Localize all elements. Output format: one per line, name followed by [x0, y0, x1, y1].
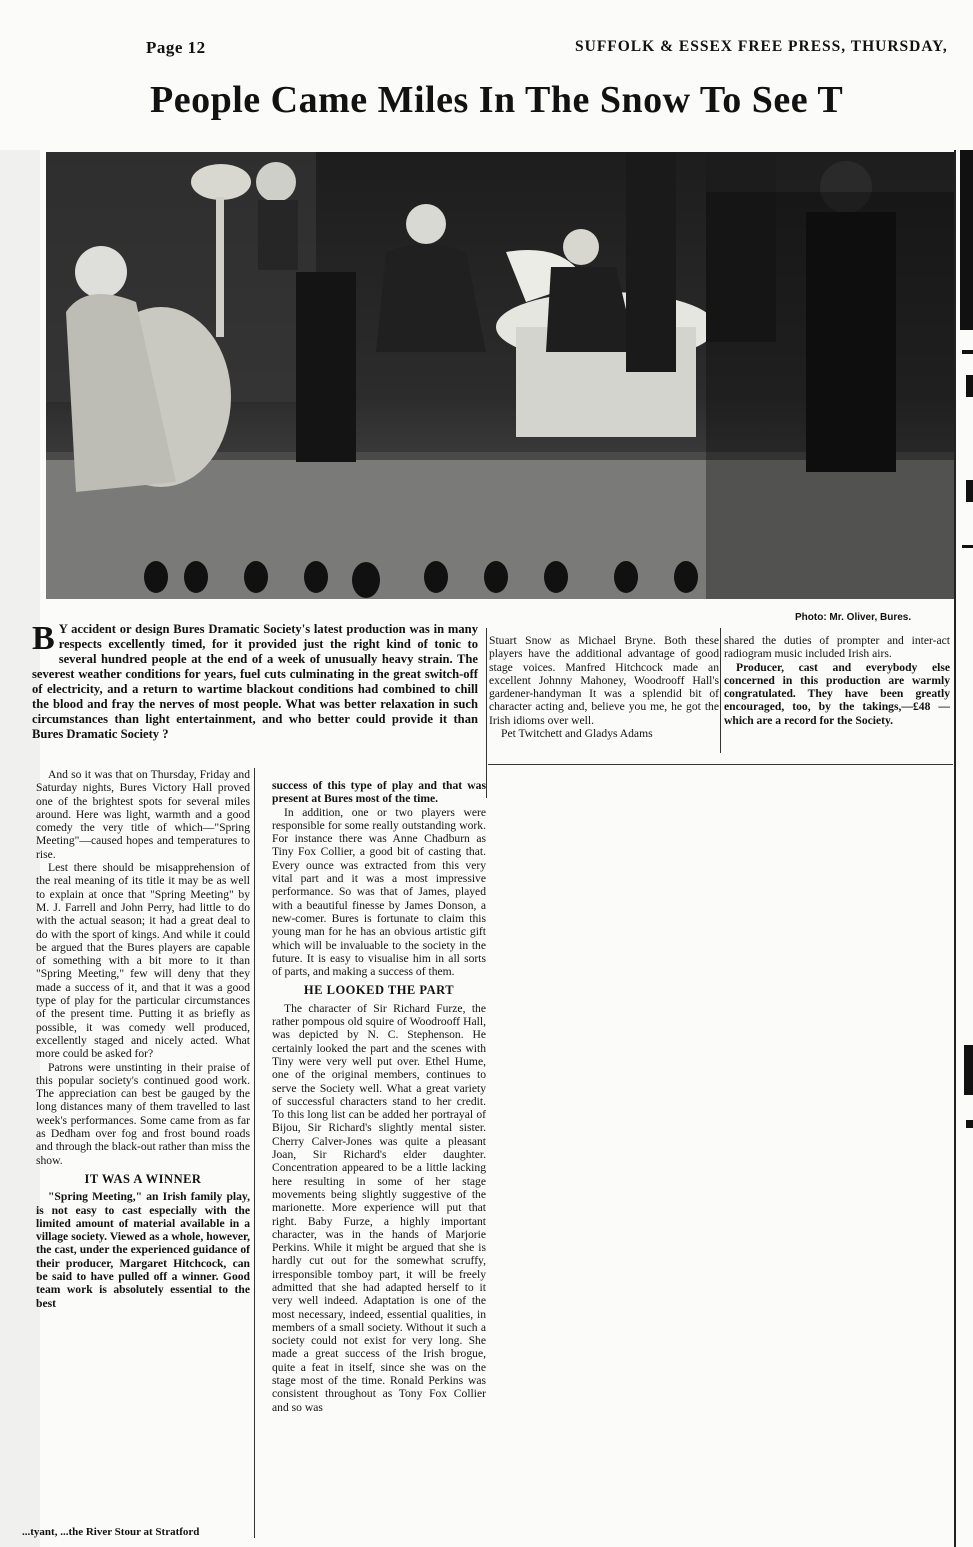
- section-rule: [488, 764, 953, 765]
- article-column-3: [489, 634, 719, 740]
- photo-credit: Photo: Mr. Oliver, Bures.: [795, 612, 912, 623]
- paragraph: The character of Sir Richard Furze, the rather pompous old squire of Woodrooff Hall, was depicted by N. C. Stephenson. He certainly looked the part and the scenes with Tiny were very well put over. Ethel Hume, one of the original members, continues to serve the Society well. What a great variety of successful characters stand to her credit. To this long list can be added her portrayal of Bijou, Sir Richard's slightly mental sister. Cherry Calver-Jones was quite a pleasant Joan, Sir Richard's elder daughter. Concentration appeared to be a little lacking here resulting in some of her stage movements being slightly suggestive of the marionette. More experience will put that right. Baby Furze, a highly important character, was in the hands of Marjorie Perkins. While it might be argued that she is hardly cut out for the somewhat scruffy, irresponsible tomboy part, it will be freely admitted that she had adapted herself to it very well indeed. Adaptation is one of the most necessary, indeed, essential qualities, in members of a small society. Without it such a society could not exist for very long. She made a great success of the Irish brogue, quite a feat in itself, since she was on the stage most of the time. Ronald Perkins was consistent throughout as Tony Fox Collier and so was: [272, 1001, 486, 1414]
- adjacent-column-edge: [954, 150, 973, 1547]
- article-column-2: [272, 779, 486, 1414]
- stage-photo: [46, 152, 964, 599]
- column-rule: [254, 768, 255, 1538]
- drop-cap: B: [32, 620, 55, 657]
- article-column-1: [36, 768, 250, 1310]
- lead-text: Y accident or design Bures Dramatic Society's latest production was in many respects excellently timed, for it provided just the right kind of tonic to several hundred people at the end of a week of unusually heavy strain. The severest weather conditions for years, fuel cuts culminating in the great switch-off of electricity, and a return to wartime blackout conditions had combined to chill the blood and fray the nerves of most people. What was better relaxation in such circumstances than light entertainment, and who better could provide it than Bures Dramatic Society ?: [32, 622, 478, 741]
- subheading: HE LOOKED THE PART: [303, 983, 455, 998]
- headline: People Came Miles In The Snow To See T: [150, 79, 844, 121]
- newspaper-masthead: SUFFOLK & ESSEX FREE PRESS, THURSDAY,: [575, 38, 948, 55]
- column-rule: [720, 628, 721, 753]
- lead-paragraph: [32, 622, 478, 742]
- paragraph: In addition, one or two players were responsible for some really outstanding work. For instance there was Anne Chadburn as Tiny Fox Collier, a good bit of casting that. Every ounce was extracted from this very vital part and it was a most impressive performance. So was that of James, played with a beautiful finesse by James Donson, a new-comer. Bures is fortunate to claim this young man for he has an obvious artistic gift which will be invaluable to the society in the future. It is easy to visualise him in all sorts of parts, and making a success of them.: [272, 805, 486, 979]
- page-footer-fragment: ...tyant, ...the River Stour at Stratford: [22, 1526, 200, 1538]
- paragraph: shared the duties of prompter and inter-act radiogram music included Irish airs.: [724, 634, 950, 661]
- paragraph: Pet Twitchett and Gladys Adams: [501, 727, 653, 741]
- subheading: IT WAS A WINNER: [84, 1171, 202, 1186]
- paragraph: Lest there should be misapprehension of the real meaning of its title it may be as well to explain at once that "Spring Meeting" by M. J. Farrell and John Perry, had little to do with the actual season; it had a great deal to do with the sport of kings. And while it could be argued that the Bures players are capable of something with a bit more to it than "Spring Meeting," few will deny that they made a success of it, and that it was a good type of play for the particular circumstances of the present time. Putting it as briefly as possible, it was comedy well produced, excellently staged and nicely acted. What more could be asked for?: [36, 861, 250, 1061]
- paragraph: Producer, cast and everybody else concerned in this production are warmly congratulated. They have been greatly encouraged, too, by the takings,—£48 —which are a record for the Society.: [724, 660, 950, 727]
- column-rule: [486, 628, 487, 798]
- paragraph: Patrons were unstinting in their praise of this popular society's continued good work. The appreciation can best be gauged by the long distances many of them travelled to last week's performances. Some came from as far as Dedham over fog and frost bound roads and through the black-out rather than miss the show.: [36, 1060, 250, 1167]
- page-number: Page 12: [146, 38, 206, 57]
- paragraph: Stuart Snow as Michael Bryne. Both these players have the additional advantage of good stage voices. Manfred Hitchcock made an excellent Johnny Mahoney, Woodrooff Hall's gardener-handyman It was a splendid bit of character acting and, believe you me, he got the Irish idioms over well.: [489, 634, 719, 727]
- article-column-4: [724, 634, 950, 727]
- paragraph: And so it was that on Thursday, Friday and Saturday nights, Bures Victory Hall proved one of the brightest spots for several miles around. Here was light, warmth and a good comedy the very title of which—"Spring Meeting"—caused hopes and temperatures to rise.: [36, 768, 250, 861]
- paragraph: "Spring Meeting," an Irish family play, is not easy to cast especially with the limited amount of material available in a village society. Viewed as a whole, however, the cast, under the experienced guidance of their producer, Margaret Hitchcock, can be said to have pulled off a winner. Good team work is absolutely essential to the best: [36, 1190, 250, 1310]
- left-margin: [0, 150, 40, 1547]
- stage-scene-image: [46, 152, 964, 599]
- paragraph: success of this type of play and that was present at Bures most of the time.: [272, 779, 486, 806]
